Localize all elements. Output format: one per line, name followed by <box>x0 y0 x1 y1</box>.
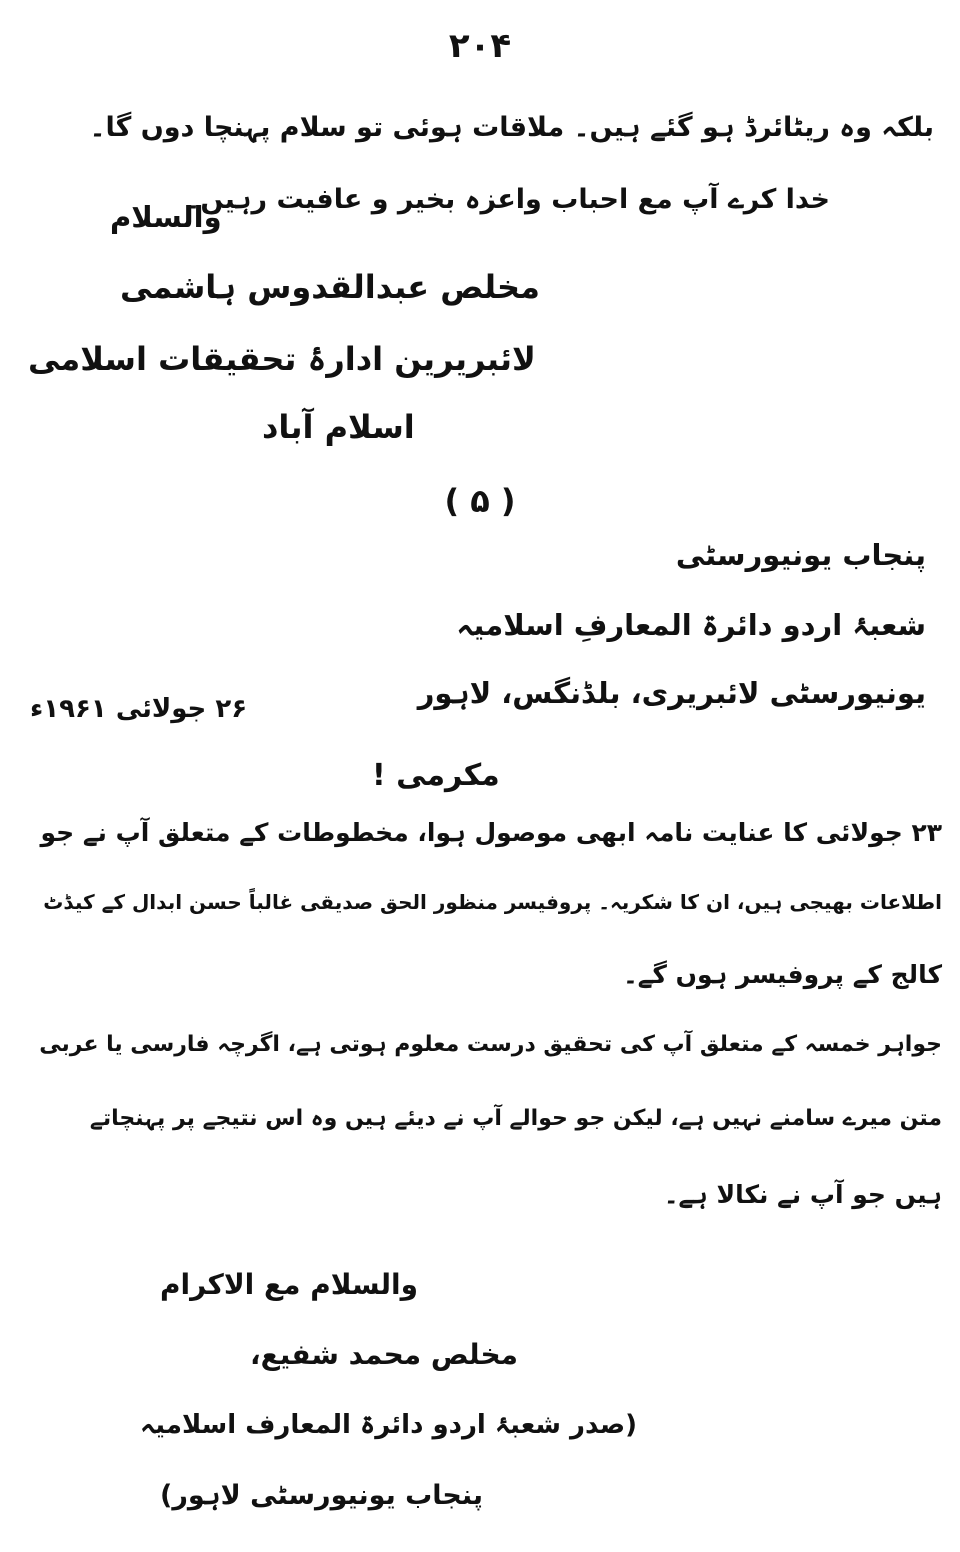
letter-4-body-line-2: خدا کرے آپ مع احباب واعزہ بخیر و عافیت رہیں۔ <box>184 184 830 215</box>
letter-5-para-1-line-3: کالج کے پروفیسر ہوں گے۔ <box>623 960 942 989</box>
letter-5-signature-institution: پنجاب یونیورسٹی لاہور) <box>160 1480 484 1511</box>
letter-5-signature-title: (صدر شعبۂ اردو دائرۃ المعارف اسلامیہ <box>140 1410 638 1440</box>
letter-5-date: ۲۶ جولائی ۱۹۶۱ء <box>30 694 248 724</box>
letter-4-closing: والسلام <box>110 200 222 234</box>
letter-5-salutation: مکرمی ! <box>372 758 500 793</box>
letter-5-para-1-line-2: اطلاعات بھیجی ہیں، ان کا شکریہ۔ پروفیسر منظور الحق صدیقی غالباً حسن ابدال کے کیڈٹ <box>43 890 942 914</box>
letter-5-para-2-line-2: متن میرے سامنے نہیں ہے، لیکن جو حوالے آپ نے دیئے ہیں وہ اس نتیجے پر پہنچاتے <box>89 1106 942 1131</box>
letter-5-para-1-line-1: ۲۳ جولائی کا عنایت نامہ ابھی موصول ہوا، مخطوطات کے متعلق آپ نے جو <box>40 818 942 847</box>
letter-5-header-line-2: شعبۂ اردو دائرۃ المعارفِ اسلامیہ <box>456 608 926 642</box>
letter-5-header-line-1: پنجاب یونیورسٹی <box>675 538 926 572</box>
letter-4-signature-city: اسلام آباد <box>262 408 415 446</box>
letter-5-para-2-line-1: جواہر خمسہ کے متعلق آپ کی تحقیق درست معلوم ہوتی ہے، اگرچہ فارسی یا عربی <box>39 1032 942 1057</box>
letter-4-signature-title: لائبریرین ادارۂ تحقیقات اسلامی <box>28 340 536 378</box>
letter-5-header-line-3: یونیورسٹی لائبریری، بلڈنگس، لاہور <box>417 676 926 710</box>
page-number: ۲۰۴ <box>448 26 512 66</box>
letter-5-signature-name: مخلص محمد شفیع، <box>250 1338 518 1371</box>
letter-number: ( ۵ ) <box>444 482 516 520</box>
letter-4-body-line-1: بلکہ وہ ریٹائرڈ ہو گئے ہیں۔ ملاقات ہوئی تو سلام پہنچا دوں گا۔ <box>89 112 934 143</box>
letter-5-closing: والسلام مع الاکرام <box>160 1268 419 1301</box>
letter-4-signature-name: مخلص عبدالقدوس ہاشمی <box>120 268 540 306</box>
letter-5-para-2-line-3: ہیں جو آپ نے نکالا ہے۔ <box>663 1180 942 1209</box>
